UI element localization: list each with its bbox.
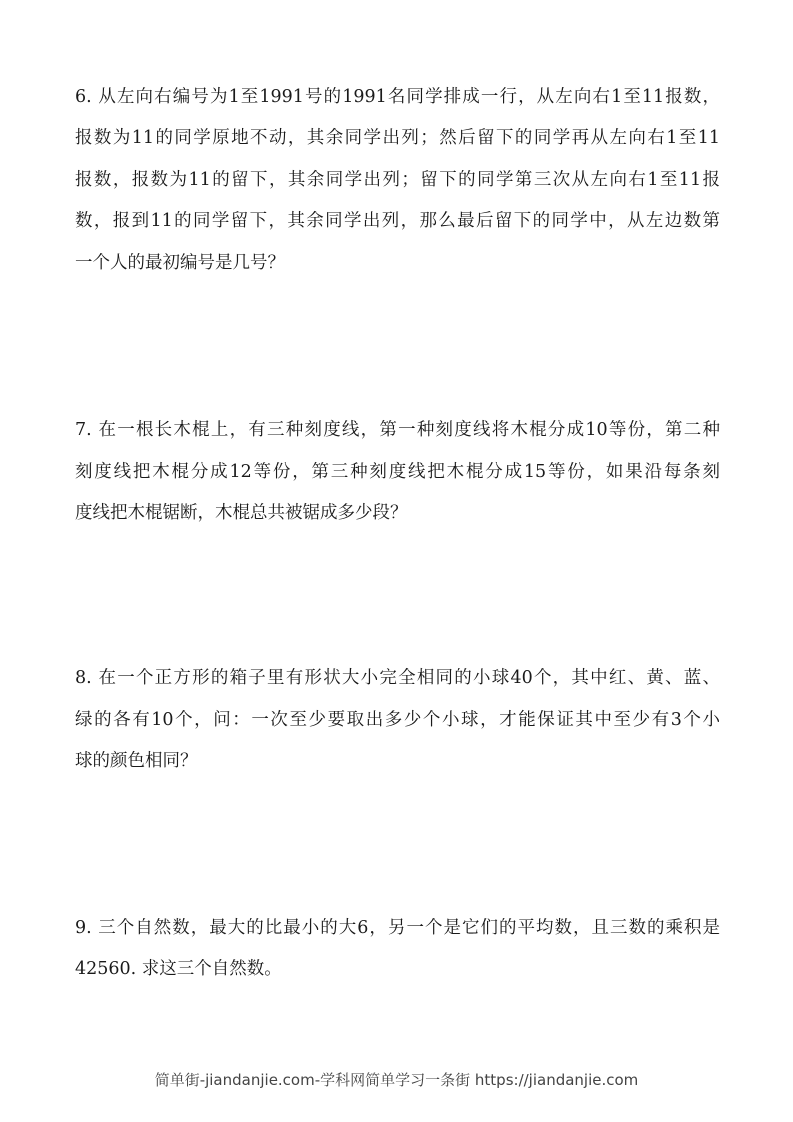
question-text-line: 球的颜色相同？: [75, 751, 198, 771]
question-text-line: 7. 在一根长木棍上，有三种刻度线，第一种刻度线将木棍分成10等份，第二种: [75, 420, 720, 440]
question-text-line: 9. 三个自然数，最大的比最小的大6，另一个是它们的平均数，且三数的乘积是: [75, 918, 720, 938]
question-text-line: 刻度线把木棍分成12等份，第三种刻度线把木棍分成15等份，如果沿每条刻: [75, 462, 720, 482]
question-text-line: 报数，报数为11的留下，其余同学出列；留下的同学第三次从左向右1至11报: [75, 170, 720, 190]
question-text-line: 度线把木棍锯断，木棍总共被锯成多少段？: [75, 503, 408, 523]
question-text-line: 一个人的最初编号是几号？: [75, 253, 285, 273]
question-text-line: 报数为11的同学原地不动，其余同学出列；然后留下的同学再从左向右1至11: [75, 128, 720, 148]
question-text-line: 数，报到11的同学留下，其余同学出列，那么最后留下的同学中，从左边数第: [75, 211, 720, 231]
question-text-line: 6. 从左向右编号为1至1991号的1991名同学排成一行，从左向右1至11报数，: [75, 87, 720, 107]
question-text-line: 42560. 求这三个自然数。: [75, 959, 282, 979]
page-footer: 简单街-jiandanjie.com-学科网简单学习一条街 https://jiandanjie.com: [154, 1071, 639, 1089]
question-text-line: 8. 在一个正方形的箱子里有形状大小完全相同的小球40个，其中红、黄、蓝、: [75, 668, 720, 688]
question-text-line: 绿的各有10个，问：一次至少要取出多少个小球，才能保证其中至少有3个小: [75, 710, 720, 730]
